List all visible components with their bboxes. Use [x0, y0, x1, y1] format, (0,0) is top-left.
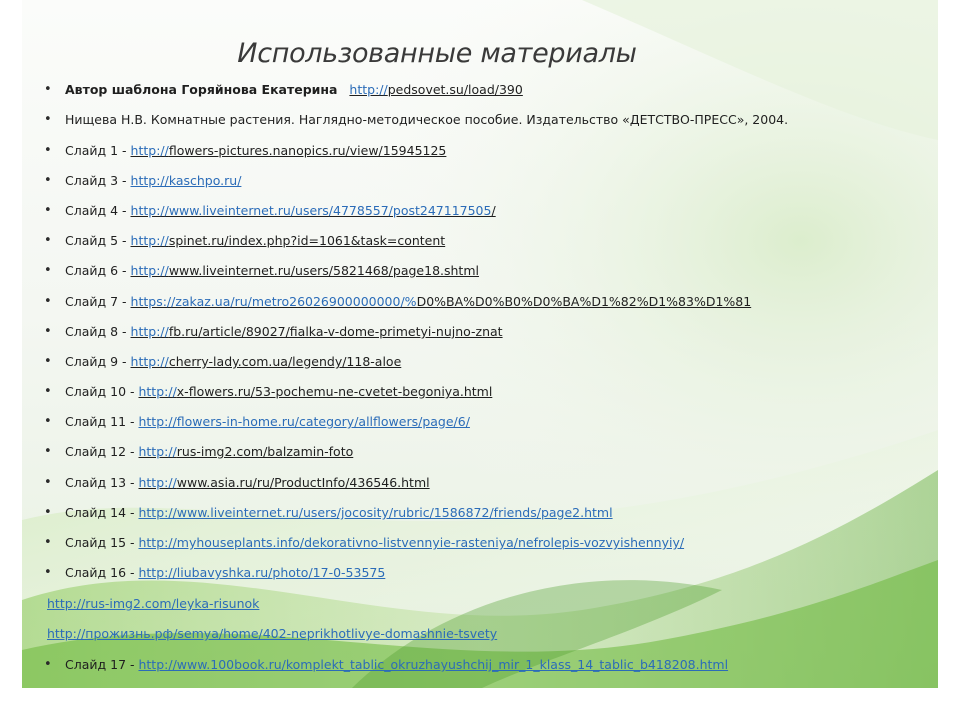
link-url-part: http://: [130, 143, 169, 158]
template-author: Автор шаблона Горяйнова Екатерина: [65, 82, 338, 97]
bullet-icon: •: [44, 82, 52, 97]
slide-label: Слайд 5 -: [65, 233, 131, 248]
link-url-rest: D0%BA%D0%B0%D0%BA%D1%82%D1%83%D1%81: [416, 294, 752, 309]
slide-label: Слайд 10 -: [65, 384, 139, 399]
reference-text: [65, 352, 401, 372]
source-link[interactable]: [131, 233, 446, 248]
source-link[interactable]: [131, 324, 503, 339]
reference-text: [47, 624, 497, 644]
bullet-icon: •: [44, 112, 52, 127]
slide-label: Слайд 9 -: [65, 354, 131, 369]
source-link[interactable]: [138, 414, 469, 429]
link-url-part: http://: [130, 263, 169, 278]
reference-text: [65, 412, 470, 432]
source-link[interactable]: [138, 657, 728, 672]
slide-label: Слайд 16 -: [65, 565, 139, 580]
bullet-icon: •: [44, 657, 52, 672]
reference-text: [65, 80, 523, 100]
page-title: Использованные материалы: [237, 38, 637, 69]
source-link[interactable]: [349, 82, 522, 97]
reference-text: [65, 110, 788, 130]
slide-label: Слайд 7 -: [65, 294, 131, 309]
reference-text: [65, 292, 751, 312]
reference-text: [65, 382, 492, 402]
link-url-rest: fb.ru/article/89027/fialka-v-dome-primetyi-nujno-znat: [168, 324, 503, 339]
slide-label: Слайд 11 -: [65, 414, 139, 429]
link-url-part: http://: [130, 354, 169, 369]
reference-text: [65, 503, 613, 523]
link-url-rest: cherry-lady.com.ua/legendy/118-aloe: [168, 354, 402, 369]
link-url-part: https://zakaz.ua/ru/metro26026900000000/%: [130, 294, 417, 309]
source-link[interactable]: [138, 475, 429, 490]
link-url-part: http://: [349, 82, 388, 97]
reference-text: [65, 533, 684, 553]
reference-text: [65, 201, 496, 221]
bullet-icon: •: [44, 324, 52, 339]
slide-label: Слайд 8 -: [65, 324, 131, 339]
link-url-part: http://прожизнь.рф/semya/home/402-neprikhotlivye-domashnie-tsvety: [47, 626, 498, 641]
bullet-icon: •: [44, 384, 52, 399]
reference-text: [65, 322, 503, 342]
reference-text: [65, 261, 479, 281]
bullet-icon: •: [44, 414, 52, 429]
link-url-part: http://liubavyshka.ru/photo/17-0-53575: [138, 565, 386, 580]
source-link[interactable]: [131, 173, 242, 188]
reference-text: [65, 442, 353, 462]
source-link[interactable]: [47, 626, 497, 641]
bullet-icon: •: [44, 294, 52, 309]
bullet-icon: •: [44, 354, 52, 369]
slide-label: Слайд 1 -: [65, 143, 131, 158]
link-url-part: http://rus-img2.com/leyka-risunok: [47, 596, 260, 611]
link-url-part: http://: [138, 475, 177, 490]
source-link[interactable]: [131, 203, 496, 218]
bullet-icon: •: [44, 565, 52, 580]
reference-text: [65, 655, 728, 675]
bullet-icon: •: [44, 263, 52, 278]
bullet-icon: •: [44, 203, 52, 218]
source-link[interactable]: [138, 535, 684, 550]
link-url-rest: pedsovet.su/load/390: [387, 82, 523, 97]
reference-text: [65, 231, 445, 251]
reference-label: Нищева Н.В. Комнатные растения. Наглядно-методическое пособие. Издательство «ДЕТСТВО-ПРЕСС», 2004.: [65, 112, 789, 127]
link-url-part: http://: [130, 324, 169, 339]
link-url-rest: www.liveinternet.ru/users/5821468/page18.shtml: [168, 263, 479, 278]
link-url-part: http://www.liveinternet.ru/users/4778557/post247117505: [130, 203, 492, 218]
link-url-rest: /: [491, 203, 496, 218]
bullet-icon: •: [44, 475, 52, 490]
bullet-icon: •: [44, 505, 52, 520]
slide-label: Слайд 17 -: [65, 657, 139, 672]
reference-text: [65, 473, 430, 493]
source-link[interactable]: [131, 354, 402, 369]
link-url-part: http://kaschpo.ru/: [130, 173, 242, 188]
slide-label: Слайд 14 -: [65, 505, 139, 520]
source-link[interactable]: [131, 143, 447, 158]
page-bottom-margin: [0, 688, 960, 720]
source-link[interactable]: [131, 263, 479, 278]
bullet-icon: •: [44, 143, 52, 158]
reference-text: [65, 171, 241, 191]
bullet-icon: •: [44, 535, 52, 550]
slide-label: Слайд 15 -: [65, 535, 139, 550]
slide-label: Слайд 12 -: [65, 444, 139, 459]
slide: [22, 0, 938, 688]
link-url-part: http://: [130, 233, 169, 248]
bullet-icon: •: [44, 444, 52, 459]
bullet-icon: •: [44, 173, 52, 188]
link-url-part: http://: [138, 444, 177, 459]
link-url-rest: x-flowers.ru/53-pochemu-ne-cvetet-begoniya.html: [176, 384, 493, 399]
reference-text: [47, 594, 259, 614]
source-link[interactable]: [138, 384, 492, 399]
source-link[interactable]: [138, 565, 385, 580]
source-link[interactable]: [131, 294, 752, 309]
link-url-part: http://: [138, 384, 177, 399]
link-url-part: http://www.100book.ru/komplekt_tablic_okruzhayushchij_mir_1_klass_14_tablic_b418208.html: [138, 657, 729, 672]
link-url-rest: rus-img2.com/balzamin-foto: [176, 444, 354, 459]
link-url-part: http://myhouseplants.info/dekorativno-listvennyie-rasteniya/nefrolepis-vozvyishennyiy/: [138, 535, 685, 550]
source-link[interactable]: [47, 596, 259, 611]
source-link[interactable]: [138, 505, 612, 520]
reference-text: [65, 141, 446, 161]
link-url-part: http://flowers-in-home.ru/category/allflowers/page/6/: [138, 414, 470, 429]
slide-label: Слайд 4 -: [65, 203, 131, 218]
bullet-icon: •: [44, 233, 52, 248]
link-url-rest: spinet.ru/index.php?id=1061&task=content: [168, 233, 446, 248]
link-url-rest: www.asia.ru/ru/ProductInfo/436546.html: [176, 475, 430, 490]
link-url-rest: flowers-pictures.nanopics.ru/view/15945125: [168, 143, 447, 158]
slide-label: Слайд 6 -: [65, 263, 131, 278]
link-url-part: http://www.liveinternet.ru/users/jocosity/rubric/1586872/friends/page2.html: [138, 505, 613, 520]
slide-label: Слайд 13 -: [65, 475, 139, 490]
source-link[interactable]: [138, 444, 353, 459]
reference-text: [65, 563, 385, 583]
slide-label: Слайд 3 -: [65, 173, 131, 188]
